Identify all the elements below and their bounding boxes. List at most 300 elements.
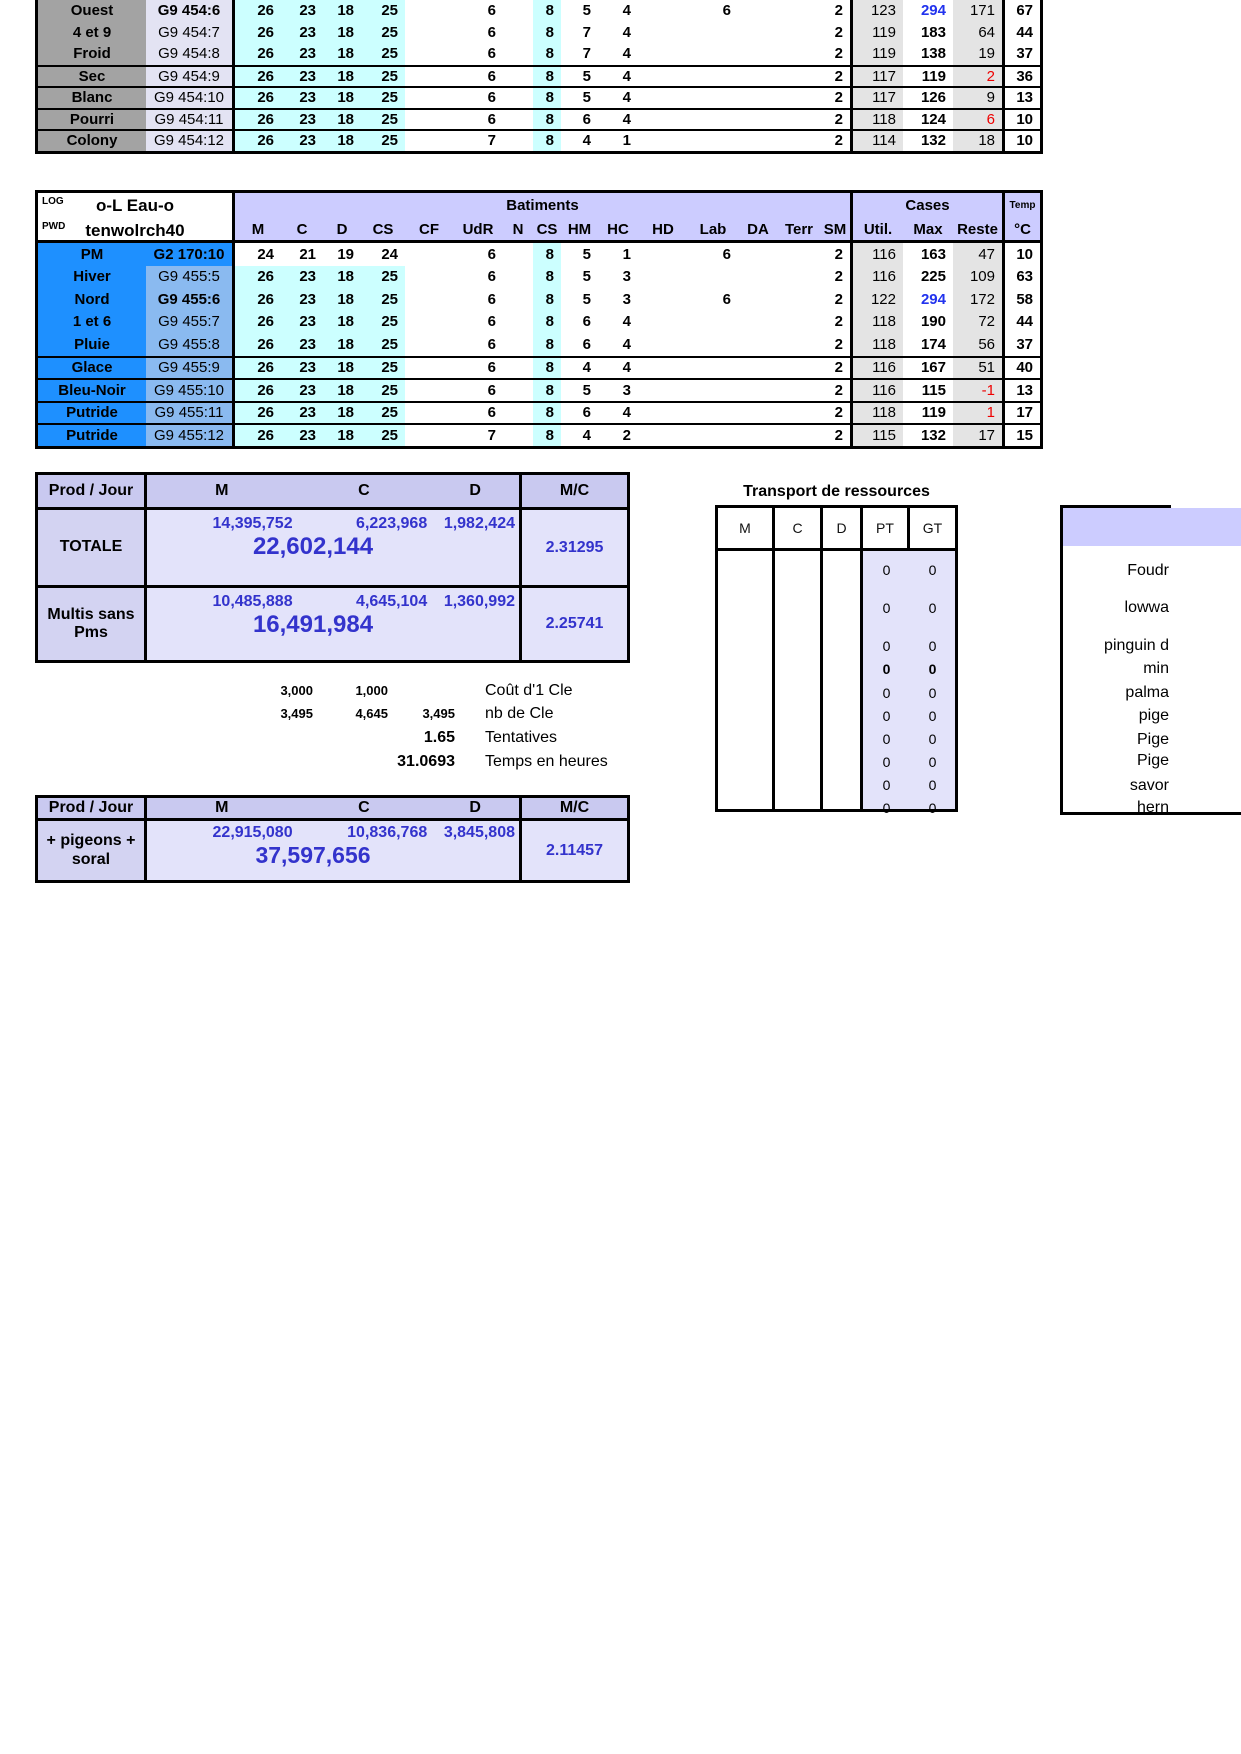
colony-code: G9 454:12 bbox=[146, 131, 235, 151]
cell-lab bbox=[688, 358, 738, 379]
resource-name: Pige bbox=[1136, 731, 1169, 748]
cell-temp: 37 bbox=[1016, 335, 1033, 353]
key-num-d: 1.65 bbox=[423, 729, 455, 746]
cell-cs2: 8 bbox=[533, 311, 561, 334]
key-row bbox=[0, 704, 640, 724]
cell-temp: 67 bbox=[1016, 2, 1033, 20]
cell-udr: 6 bbox=[487, 89, 496, 107]
cell-reste: 1 bbox=[953, 403, 1005, 424]
transport-row bbox=[718, 753, 955, 771]
cell-cs2: 8 bbox=[533, 88, 561, 108]
cell-c: 23 bbox=[281, 288, 323, 311]
table-header-groups bbox=[38, 193, 1040, 218]
col-header-c: C bbox=[358, 482, 370, 499]
log-value: o-L Eau-o bbox=[95, 196, 175, 215]
cell-lab bbox=[688, 311, 738, 334]
cell-temp: 37 bbox=[1016, 45, 1033, 63]
production-table-pigeons bbox=[35, 795, 630, 883]
transport-col-c: C bbox=[775, 508, 823, 548]
cell-n bbox=[503, 67, 533, 87]
cell-cs: 25 bbox=[361, 358, 405, 379]
col-header-lab: Lab bbox=[688, 218, 738, 240]
m-value: 14,395,752 bbox=[212, 515, 293, 532]
cell-m: 26 bbox=[235, 380, 281, 401]
colony-name: Bleu-Noir bbox=[38, 380, 146, 401]
cell-hc: 4 bbox=[622, 23, 631, 41]
cell-hd bbox=[638, 243, 688, 266]
cell-d: 18 bbox=[323, 43, 361, 65]
resource-header-band bbox=[1063, 508, 1241, 546]
colony-name: Ouest bbox=[38, 0, 146, 22]
cell-cs2: 8 bbox=[533, 243, 561, 266]
cell-temp: 13 bbox=[1016, 381, 1033, 399]
colony-name: Blanc bbox=[38, 88, 146, 108]
cell-n bbox=[503, 358, 533, 379]
col-header-hd: HD bbox=[638, 218, 688, 240]
colony-code: G9 454:11 bbox=[146, 110, 235, 130]
cell-da bbox=[738, 380, 778, 401]
cell-hd bbox=[638, 110, 688, 130]
production-table-total bbox=[35, 472, 630, 663]
key-row bbox=[0, 752, 640, 772]
cell-temp: 17 bbox=[1016, 404, 1033, 422]
cell-da bbox=[738, 333, 778, 356]
cell-temp: 10 bbox=[1016, 132, 1033, 150]
cell-cs: 25 bbox=[361, 110, 405, 130]
cell-reste: -1 bbox=[953, 380, 1005, 401]
transport-col-gt: GT bbox=[922, 520, 943, 536]
cell-m: 26 bbox=[235, 266, 281, 289]
cell-reste: 17 bbox=[953, 425, 1005, 446]
cell-temp: 10 bbox=[1016, 245, 1033, 263]
colony-name: Colony bbox=[38, 131, 146, 151]
colony-code: G9 455:8 bbox=[146, 333, 235, 356]
cell-cs2: 8 bbox=[533, 266, 561, 289]
cell-max: 190 bbox=[920, 313, 946, 331]
cell-cs: 25 bbox=[361, 22, 405, 44]
transport-col-d: D bbox=[823, 508, 863, 548]
colony-row bbox=[38, 423, 1040, 446]
cell-d: 18 bbox=[323, 110, 361, 130]
colony-row bbox=[38, 356, 1040, 379]
cell-temp: 36 bbox=[1016, 67, 1033, 85]
cell-n bbox=[503, 266, 533, 289]
pwd-value: tenwolrch40 bbox=[85, 221, 185, 240]
cell-m: 24 bbox=[257, 245, 274, 263]
cell-n bbox=[503, 88, 533, 108]
cell-hc: 4 bbox=[622, 313, 631, 331]
resource-name: min bbox=[1143, 660, 1169, 677]
cell-lab bbox=[688, 43, 738, 65]
cell-m: 26 bbox=[235, 67, 281, 87]
col-header-d: D bbox=[469, 482, 481, 499]
cell-util: 115 bbox=[853, 425, 903, 446]
pt-value: 0 bbox=[882, 708, 891, 724]
cell-cf bbox=[405, 22, 453, 44]
d-value: 3,845,808 bbox=[443, 824, 515, 841]
cell-cs2: 8 bbox=[533, 0, 561, 22]
key-num-c: 4,645 bbox=[355, 706, 388, 721]
colony-row bbox=[38, 333, 1040, 356]
col-header-m: M bbox=[215, 482, 229, 499]
cell-sm: 2 bbox=[820, 131, 853, 151]
cell-util: 117 bbox=[853, 67, 903, 87]
key-label: Coût d'1 Cle bbox=[485, 682, 573, 699]
cell-cf bbox=[405, 333, 453, 356]
cell-reste: 172 bbox=[953, 288, 1005, 311]
cell-hm: 7 bbox=[582, 45, 591, 63]
colony-row bbox=[38, 129, 1040, 151]
c-value: 6,223,968 bbox=[356, 515, 428, 532]
total-value: 22,602,144 bbox=[252, 533, 374, 560]
col-header-d: D bbox=[323, 218, 361, 240]
transport-row bbox=[718, 561, 955, 579]
colony-code: G9 454:9 bbox=[146, 67, 235, 87]
row-values bbox=[147, 510, 522, 585]
cell-hm: 5 bbox=[582, 2, 591, 20]
cell-temp: 40 bbox=[1016, 359, 1033, 377]
cell-hm: 5 bbox=[582, 381, 591, 399]
col-header-cs: CS bbox=[533, 218, 561, 240]
transport-body bbox=[718, 551, 955, 816]
colony-name: Hiver bbox=[38, 266, 146, 289]
cell-lab: 6 bbox=[722, 245, 731, 263]
cell-cs: 25 bbox=[361, 88, 405, 108]
cell-hd bbox=[638, 22, 688, 44]
cell-lab: 6 bbox=[722, 290, 731, 308]
transport-row bbox=[718, 599, 955, 617]
cell-c: 23 bbox=[281, 425, 323, 446]
pt-value: 0 bbox=[882, 638, 891, 654]
cell-udr: 6 bbox=[487, 67, 496, 85]
cell-sm: 2 bbox=[820, 110, 853, 130]
key-row bbox=[0, 728, 640, 748]
cell-n bbox=[503, 22, 533, 44]
cell-cf bbox=[405, 358, 453, 379]
total-value: 16,491,984 bbox=[252, 611, 374, 638]
colony-code: G9 454:8 bbox=[146, 43, 235, 65]
cell-sm: 2 bbox=[820, 380, 853, 401]
cell-cs2: 8 bbox=[533, 131, 561, 151]
key-label: Tentatives bbox=[485, 729, 558, 746]
col-header-reste: Reste bbox=[953, 218, 1005, 240]
key-num-c: 1,000 bbox=[355, 683, 388, 698]
cell-sm: 2 bbox=[820, 403, 853, 424]
cell-reste: 171 bbox=[953, 0, 1005, 22]
pt-value: 0 bbox=[882, 731, 891, 747]
colony-code: G9 454:10 bbox=[146, 88, 235, 108]
cell-udr: 6 bbox=[487, 2, 496, 20]
resource-name: pinguin d bbox=[1104, 637, 1169, 654]
colony-name: 1 et 6 bbox=[38, 311, 146, 334]
cell-hm: 5 bbox=[582, 89, 591, 107]
cell-d: 18 bbox=[323, 311, 361, 334]
colony-row bbox=[38, 65, 1040, 87]
gt-value: 0 bbox=[928, 777, 937, 793]
cell-sm: 2 bbox=[820, 266, 853, 289]
cell-terr bbox=[778, 43, 820, 65]
cell-n bbox=[503, 43, 533, 65]
col-header-d: D bbox=[469, 799, 481, 816]
cell-sm: 2 bbox=[820, 67, 853, 87]
cell-temp: 44 bbox=[1016, 313, 1033, 331]
cell-m: 26 bbox=[235, 311, 281, 334]
cell-hc: 1 bbox=[622, 245, 631, 263]
resource-name: hern bbox=[1136, 799, 1169, 816]
cell-hc: 4 bbox=[622, 110, 631, 128]
col-header-mc: M/C bbox=[522, 475, 627, 507]
cell-lab bbox=[688, 67, 738, 87]
key-num-d: 3,495 bbox=[422, 706, 455, 721]
cell-udr: 6 bbox=[487, 45, 496, 63]
cell-temp: 63 bbox=[1016, 268, 1033, 286]
cell-n bbox=[503, 110, 533, 130]
row-label: + pigeons + soral bbox=[38, 821, 147, 880]
cell-c: 23 bbox=[281, 67, 323, 87]
cell-terr bbox=[778, 358, 820, 379]
colony-row bbox=[38, 86, 1040, 108]
cell-n bbox=[503, 333, 533, 356]
cell-d: 18 bbox=[323, 22, 361, 44]
cell-c: 23 bbox=[281, 266, 323, 289]
cell-udr: 7 bbox=[487, 132, 496, 150]
cell-da bbox=[738, 0, 778, 22]
cell-max: 126 bbox=[920, 89, 946, 107]
cell-max: 124 bbox=[920, 110, 946, 128]
password-cell bbox=[38, 218, 235, 240]
cell-util: 116 bbox=[853, 243, 903, 266]
cell-cs: 25 bbox=[361, 266, 405, 289]
cell-reste: 6 bbox=[953, 110, 1005, 130]
cell-hd bbox=[638, 380, 688, 401]
cell-terr bbox=[778, 380, 820, 401]
col-header-mc: M/C bbox=[522, 798, 627, 818]
cell-n bbox=[503, 288, 533, 311]
cell-hc: 1 bbox=[622, 132, 631, 150]
cell-udr: 6 bbox=[487, 359, 496, 377]
cell-cf bbox=[405, 0, 453, 22]
cell-d: 18 bbox=[323, 403, 361, 424]
cell-d: 18 bbox=[323, 67, 361, 87]
cell-cf bbox=[405, 67, 453, 87]
colony-name: Sec bbox=[38, 67, 146, 87]
c-value: 4,645,104 bbox=[356, 593, 428, 610]
cell-cs2: 8 bbox=[533, 110, 561, 130]
col-header-terr: Terr bbox=[778, 218, 820, 240]
key-num-m: 3,495 bbox=[280, 706, 313, 721]
colony-name: Froid bbox=[38, 43, 146, 65]
cell-terr bbox=[778, 110, 820, 130]
transport-row bbox=[718, 707, 955, 725]
cell-hm: 6 bbox=[582, 335, 591, 353]
colony-name: PM bbox=[38, 243, 146, 266]
colony-row bbox=[38, 288, 1040, 311]
cell-c: 21 bbox=[299, 245, 316, 263]
cell-hd bbox=[638, 333, 688, 356]
cell-d: 18 bbox=[323, 266, 361, 289]
cell-cs2: 8 bbox=[533, 333, 561, 356]
col-header-sm: SM bbox=[820, 218, 853, 240]
cell-cs: 25 bbox=[361, 380, 405, 401]
key-num-m: 3,000 bbox=[280, 683, 313, 698]
col-header-udr: UdR bbox=[453, 218, 503, 240]
cell-util: 119 bbox=[853, 22, 903, 44]
cell-cs2: 8 bbox=[533, 380, 561, 401]
cell-cf bbox=[405, 288, 453, 311]
cell-terr bbox=[778, 311, 820, 334]
cell-max: 119 bbox=[921, 404, 946, 422]
cell-m: 26 bbox=[235, 110, 281, 130]
cell-da bbox=[738, 266, 778, 289]
col-header-c: C bbox=[281, 218, 323, 240]
cell-d: 18 bbox=[323, 358, 361, 379]
cell-lab bbox=[688, 131, 738, 151]
transport-row bbox=[718, 799, 955, 817]
cell-m: 26 bbox=[235, 358, 281, 379]
cell-lab bbox=[688, 88, 738, 108]
cell-cf bbox=[405, 88, 453, 108]
cell-cs: 25 bbox=[361, 43, 405, 65]
cell-hc: 4 bbox=[622, 89, 631, 107]
cell-sm: 2 bbox=[820, 425, 853, 446]
cell-cs: 25 bbox=[361, 425, 405, 446]
cell-terr bbox=[778, 425, 820, 446]
colony-table-g9-455 bbox=[35, 190, 1043, 449]
transport-col-m: M bbox=[718, 508, 775, 548]
row-values bbox=[147, 821, 522, 880]
colony-row bbox=[38, 22, 1040, 44]
pt-value: 0 bbox=[882, 800, 891, 816]
d-value: 1,360,992 bbox=[443, 593, 515, 610]
cell-terr bbox=[778, 403, 820, 424]
cell-m: 26 bbox=[235, 288, 281, 311]
cell-terr bbox=[778, 288, 820, 311]
colony-row bbox=[38, 266, 1040, 289]
cell-hd bbox=[638, 403, 688, 424]
cell-terr bbox=[778, 67, 820, 87]
cell-max: 294 bbox=[920, 2, 946, 20]
colony-code: G9 455:5 bbox=[146, 266, 235, 289]
cell-udr: 6 bbox=[487, 335, 496, 353]
cell-cf bbox=[405, 131, 453, 151]
cell-udr: 6 bbox=[487, 290, 496, 308]
cell-cs2: 8 bbox=[533, 288, 561, 311]
cell-cf bbox=[405, 266, 453, 289]
log-label: LOG bbox=[42, 196, 64, 207]
col-header-m: M bbox=[215, 799, 229, 816]
pwd-label: PWD bbox=[42, 221, 66, 232]
cell-udr: 6 bbox=[487, 268, 496, 286]
mc-ratio: 2.25741 bbox=[522, 588, 627, 660]
cell-hd bbox=[638, 311, 688, 334]
resource-name: lowwa bbox=[1124, 599, 1169, 616]
cell-hm: 6 bbox=[582, 313, 591, 331]
cell-udr: 6 bbox=[487, 245, 496, 263]
colony-code: G9 455:9 bbox=[146, 358, 235, 379]
key-label: Temps en heures bbox=[485, 753, 608, 770]
cell-cs2: 8 bbox=[533, 22, 561, 44]
col-header-cs: CS bbox=[361, 218, 405, 240]
cell-da bbox=[738, 243, 778, 266]
cell-util: 119 bbox=[853, 43, 903, 65]
col-header-m: M bbox=[235, 218, 281, 240]
cell-cs: 25 bbox=[361, 0, 405, 22]
colony-code: G9 455:11 bbox=[146, 403, 235, 424]
mc-ratio: 2.31295 bbox=[522, 510, 627, 585]
key-label: nb de Cle bbox=[485, 705, 554, 722]
resource-list-table bbox=[1060, 505, 1241, 815]
d-value: 1,982,424 bbox=[443, 515, 515, 532]
col-header-hm: HM bbox=[561, 218, 598, 240]
pt-value: 0 bbox=[882, 685, 891, 701]
row-label: Multis sans Pms bbox=[38, 588, 147, 660]
cell-util: 114 bbox=[853, 131, 903, 151]
cell-cf bbox=[405, 425, 453, 446]
cell-hm: 5 bbox=[582, 268, 591, 286]
mc-ratio: 2.11457 bbox=[522, 821, 627, 880]
cell-hm: 4 bbox=[582, 132, 591, 150]
cell-c: 23 bbox=[281, 380, 323, 401]
transport-header bbox=[718, 508, 955, 551]
col-header-da: DA bbox=[738, 218, 778, 240]
cell-udr: 6 bbox=[487, 110, 496, 128]
cell-hm: 5 bbox=[582, 290, 591, 308]
transport-row bbox=[718, 660, 955, 678]
cell-c: 23 bbox=[281, 0, 323, 22]
cell-d: 18 bbox=[323, 288, 361, 311]
resource-name: Pige bbox=[1136, 752, 1169, 769]
cell-max: 138 bbox=[920, 45, 946, 63]
cell-c: 23 bbox=[281, 22, 323, 44]
cell-udr: 6 bbox=[487, 313, 496, 331]
cell-sm: 2 bbox=[820, 333, 853, 356]
cell-lab bbox=[688, 22, 738, 44]
colony-row bbox=[38, 401, 1040, 424]
cell-hm: 6 bbox=[582, 110, 591, 128]
cell-max: 174 bbox=[920, 335, 946, 353]
login-cell bbox=[38, 193, 235, 218]
cell-cf bbox=[405, 43, 453, 65]
cell-c: 23 bbox=[281, 358, 323, 379]
cell-lab: 6 bbox=[722, 2, 731, 20]
cell-d: 18 bbox=[323, 0, 361, 22]
cell-sm: 2 bbox=[820, 43, 853, 65]
cell-c: 23 bbox=[281, 311, 323, 334]
cell-hd bbox=[638, 0, 688, 22]
cell-da bbox=[738, 88, 778, 108]
cell-cs: 25 bbox=[361, 288, 405, 311]
cell-hm: 7 bbox=[582, 23, 591, 41]
cell-terr bbox=[778, 88, 820, 108]
cell-cs: 25 bbox=[361, 131, 405, 151]
cell-util: 116 bbox=[853, 358, 903, 379]
col-header-hc: HC bbox=[598, 218, 638, 240]
cell-m: 26 bbox=[235, 88, 281, 108]
cell-util: 118 bbox=[853, 311, 903, 334]
cell-util: 116 bbox=[853, 380, 903, 401]
gt-value: 0 bbox=[928, 661, 937, 677]
cell-max: 132 bbox=[920, 132, 946, 150]
prod-jour-header: Prod / Jour bbox=[38, 798, 147, 818]
transport-row bbox=[718, 776, 955, 794]
cell-reste: 56 bbox=[953, 333, 1005, 356]
cell-c: 23 bbox=[281, 88, 323, 108]
resource-name: palma bbox=[1125, 684, 1169, 701]
cell-hc: 2 bbox=[622, 426, 631, 444]
cell-temp: 58 bbox=[1016, 290, 1033, 308]
cell-cf bbox=[405, 243, 453, 266]
cell-hc: 3 bbox=[622, 290, 631, 308]
